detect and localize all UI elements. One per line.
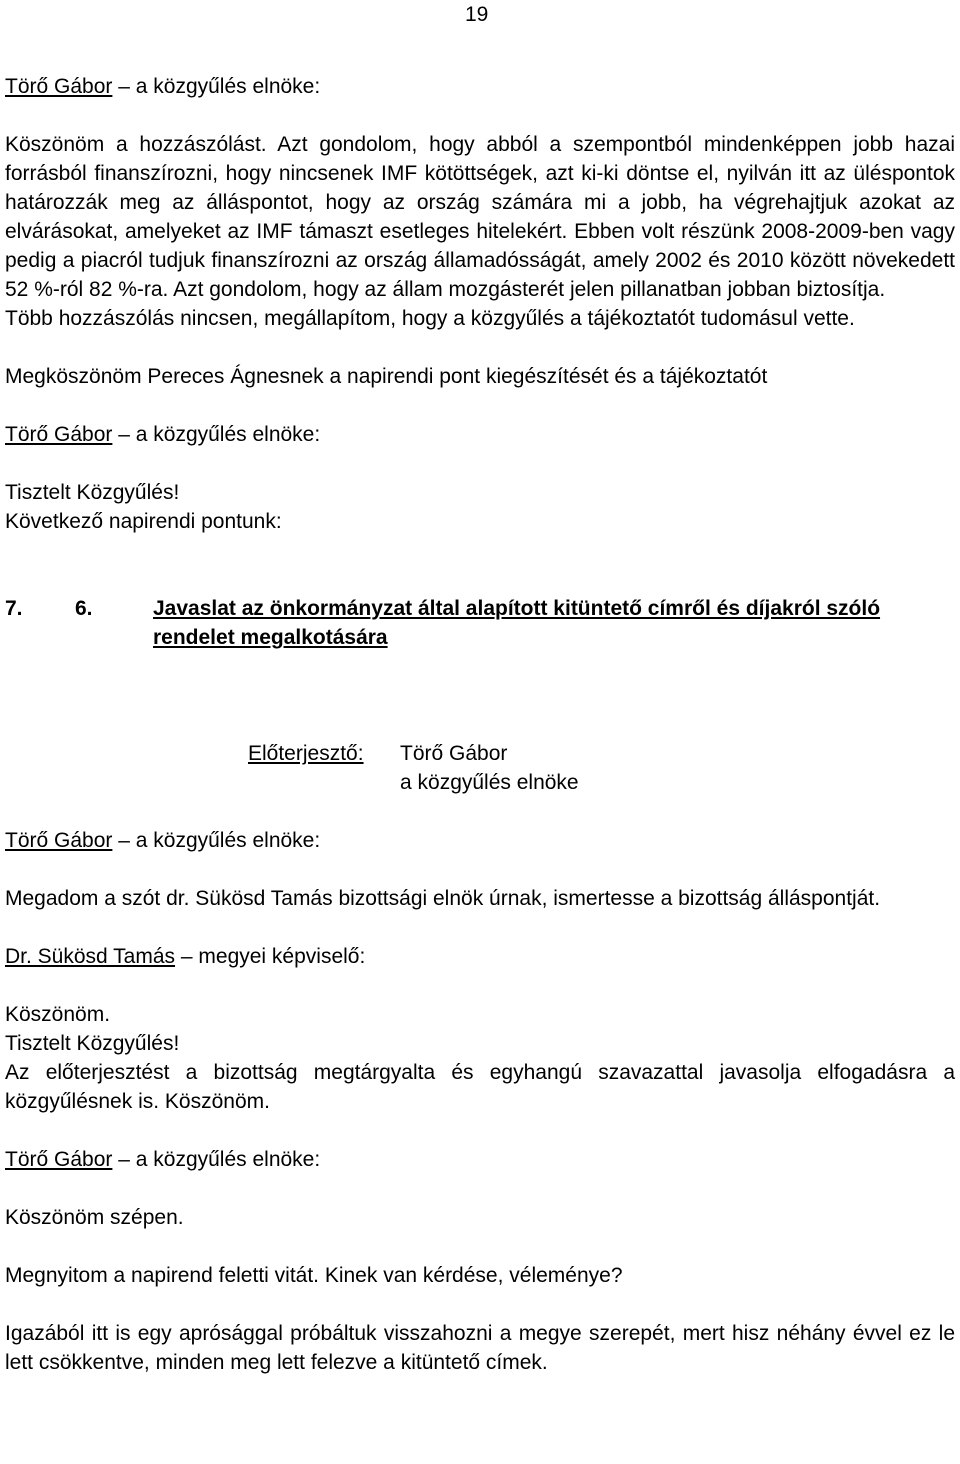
presenter-name: Törő Gábor xyxy=(400,742,508,765)
paragraph: Köszönöm. xyxy=(5,1003,111,1026)
speaker-separator: – xyxy=(175,945,199,968)
speaker-name: Törő Gábor xyxy=(5,829,113,852)
greeting: Tisztelt Közgyűlés! xyxy=(5,481,180,504)
paragraph: Az előterjesztést a bizottság megtárgyalta és egyhangú szavazattal javasolja elfogadásra a közgyűlésnek is. Köszönöm. xyxy=(5,1061,955,1113)
paragraph: Igazából itt is egy aprósággal próbáltuk visszahozni a megye szerepét, mert hisz néhány évvel ez le lett csökkentve, minden meg lett felezve a kitüntető címek. xyxy=(5,1322,955,1374)
speaker-heading xyxy=(5,72,955,101)
paragraph: Megköszönöm Pereces Ágnesnek a napirendi pont kiegészítését és a tájékoztatót xyxy=(5,365,768,388)
paragraph: Köszönöm szépen. xyxy=(5,1206,184,1229)
speaker-role: a közgyűlés elnöke: xyxy=(135,1148,321,1171)
document-body xyxy=(5,72,955,1377)
speaker-separator: – xyxy=(112,1148,136,1171)
presenter-block xyxy=(5,739,955,797)
presenter-label: Előterjesztő: xyxy=(248,742,364,765)
speaker-separator: – xyxy=(112,423,136,446)
greeting: Tisztelt Közgyűlés! xyxy=(5,1032,180,1055)
paragraph: Köszönöm a hozzászólást. Azt gondolom, hogy abból a szempontból mindenképpen jobb hazai forrásból finanszírozni, hogy nincsenek IMF kötöttségek, azt ki-ki döntse el, nyilván itt az üléspontok határozzák meg az álláspontot, hogy az ország számára mi a jobb, ha végrehajtjuk azokat az elvárásokat, amelyeket az IMF támaszt esetleges hitelekért. Ebben volt részünk 2008-2009-ben vagy pedig a piacról tudjuk finanszírozni az ország államadósságát, amely 2002 és 2010 között növekedett 52 %-ról 82 %-ra. Azt gondolom, hogy az állam mozgásterét jelen pillanatban jobban biztosítja. xyxy=(5,133,955,301)
speaker-name: Törő Gábor xyxy=(5,423,113,446)
paragraph: Megadom a szót dr. Sükösd Tamás bizottsági elnök úrnak, ismertesse a bizottság álláspontját. xyxy=(5,887,881,910)
speaker-role: a közgyűlés elnöke: xyxy=(135,829,321,852)
agenda-subnumber: 6. xyxy=(75,597,93,620)
page-number: 19 xyxy=(465,3,489,26)
paragraph: Több hozzászólás nincsen, megállapítom, hogy a közgyűlés a tájékoztatót tudomásul vette. xyxy=(5,307,855,330)
speaker-heading xyxy=(5,826,955,855)
speaker-separator: – xyxy=(112,829,136,852)
speaker-name: Törő Gábor xyxy=(5,1148,113,1171)
paragraph: Következő napirendi pontunk: xyxy=(5,510,282,533)
speaker-name: Törő Gábor xyxy=(5,75,113,98)
agenda-number: 7. xyxy=(5,597,23,620)
agenda-item xyxy=(5,594,955,652)
speaker-heading xyxy=(5,420,955,449)
paragraph: Megnyitom a napirend feletti vitát. Kinek van kérdése, véleménye? xyxy=(5,1264,623,1287)
speaker-heading xyxy=(5,1145,955,1174)
speaker-role: megyei képviselő: xyxy=(198,945,366,968)
presenter-role: a közgyűlés elnöke xyxy=(400,771,579,794)
speaker-heading xyxy=(5,942,955,971)
speaker-separator: – xyxy=(112,75,136,98)
agenda-title: Javaslat az önkormányzat által alapított kitüntető címről és díjakról szóló rendelet megalkotására xyxy=(153,597,881,649)
speaker-role: a közgyűlés elnöke: xyxy=(135,75,321,98)
speaker-role: a közgyűlés elnöke: xyxy=(135,423,321,446)
speaker-name: Dr. Sükösd Tamás xyxy=(5,945,176,968)
